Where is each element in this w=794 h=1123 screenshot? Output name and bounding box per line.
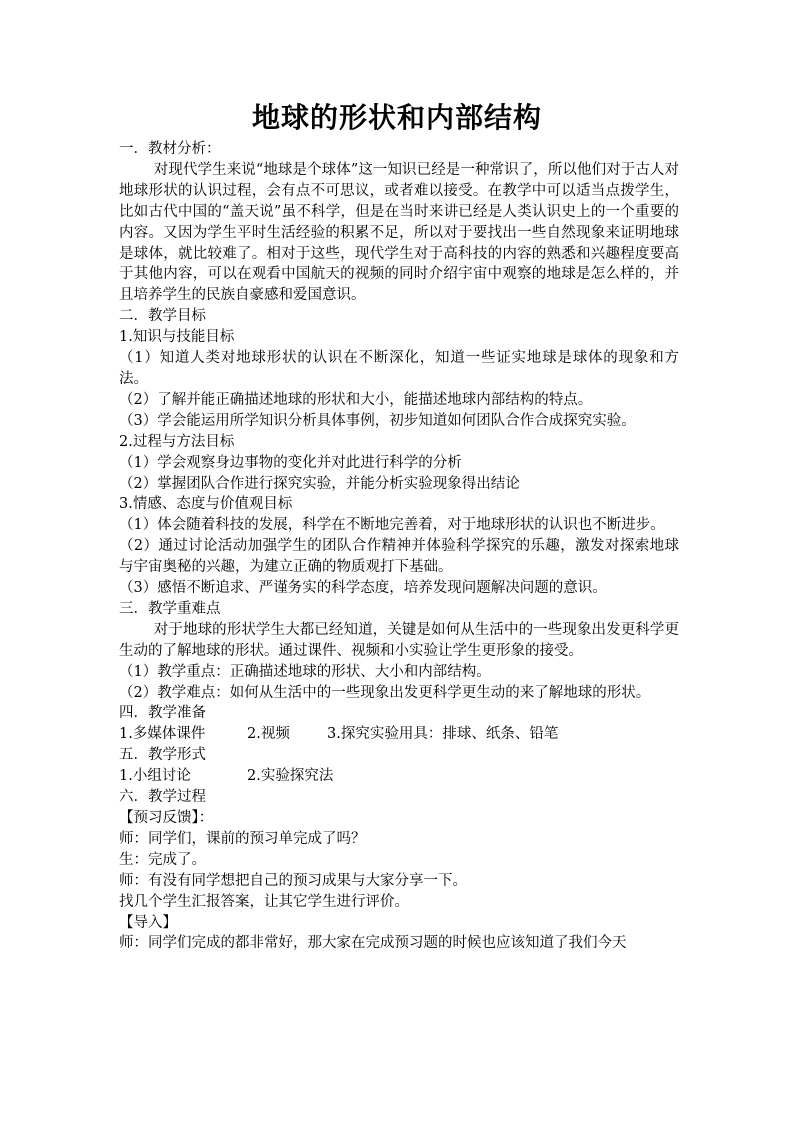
- list-item: 3.探究实验用具：排球、纸条、铅笔: [327, 726, 559, 743]
- dialogue-line: 生：完成了。: [119, 851, 206, 868]
- dialogue-line: 师：有没有同学想把自己的预习成果与大家分享一下。: [119, 872, 467, 889]
- list-item: （1）知道人类对地球形状的认识在不断深化，知道一些证实地球是球体的现象和方法。: [119, 350, 679, 387]
- dialogue-line: 找几个学生汇报答案，让其它学生进行评价。: [119, 893, 409, 910]
- list-item: 2.实验探究法: [247, 768, 334, 785]
- list-item: （2）掌握团队合作进行探究实验，并能分析实验现象得出结论: [119, 475, 520, 492]
- document-body: [119, 139, 679, 954]
- list-item: （1）教学重点：正确描述地球的形状、大小和内部结构。: [119, 663, 491, 680]
- dialogue-line: 师：同学们，课前的预习单完成了吗？: [119, 830, 366, 847]
- section-heading: 六．教学过程: [119, 789, 206, 806]
- section-heading: 一．教材分析：: [119, 141, 221, 157]
- document-title: 地球的形状和内部结构: [251, 101, 542, 134]
- list-item: （2）通过讨论活动加强学生的团队合作精神并体验科学探究的乐趣，激发对探索地球与宇宙奥秘的兴趣，为建立正确的物质观打下基础。: [119, 538, 679, 576]
- dialogue-line: 师：同学们完成的都非常好，那大家在完成预习题的时候也应该知道了我们今天: [119, 935, 627, 952]
- list-item: 2.视频: [247, 726, 290, 743]
- list-item: （1）体会随着科技的发展，科学在不断地完善着，对于地球形状的认识也不断进步。: [119, 517, 665, 534]
- list-item: （1）学会观察身边事物的变化并对此进行科学的分析: [119, 454, 462, 471]
- sub-heading: 【预习反馈】：: [119, 810, 214, 826]
- list-item: 1.多媒体课件: [119, 726, 206, 743]
- sub-heading: 【导入】: [119, 914, 177, 931]
- sub-heading: 1.知识与技能目标: [119, 329, 235, 346]
- sub-heading: 3.情感、态度与价值观目标: [119, 496, 293, 513]
- list-item: （3）感悟不断追求、严谨务实的科学态度，培养发现问题解决问题的意识。: [119, 580, 607, 597]
- prep-items-row: [119, 724, 679, 745]
- section-heading: 五．教学形式: [119, 747, 206, 764]
- section-heading: 四．教学准备: [119, 705, 206, 722]
- list-item: （2）了解并能正确描述地球的形状和大小，能描述地球内部结构的特点。: [119, 391, 593, 408]
- list-item: （3）学会能运用所学知识分析具体事例，初步知道如何团队合作合成探究实验。: [119, 412, 636, 429]
- sub-heading: 2.过程与方法目标: [119, 433, 235, 450]
- form-items-row: [119, 766, 679, 787]
- list-item: （2）教学难点：如何从生活中的一些现象出发更科学更生动的来了解地球的形状。: [119, 684, 651, 701]
- paragraph: 对现代学生来说“地球是个球体”这一知识已经是一种常识了，所以他们对于古人对地球形状的认识过程，会有点不可思议，或者难以接受。在教学中可以适当点拨学生，比如古代中国的“盖天说”虽不科学，但是在当时来讲已经是人类认识史上的一个重要的内容。又因为学生平时生活经验的积累不足，所以对于要找出一些自然现象来证明地球是球体，就比较难了。相对于这些，现代学生对于高科技的内容的熟悉和兴趣程度要高于其他内容，可以在观看中国航天的视频的同时介绍宇宙中观察的地球是怎么样的，并且培养学生的民族自豪感和爱国意识。: [119, 161, 679, 304]
- paragraph: 对于地球的形状学生大都已经知道，关键是如何从生活中的一些现象出发更科学更生动的了解地球的形状。通过课件、视频和小实验让学生更形象的接受。: [119, 621, 679, 659]
- list-item: 1.小组讨论: [119, 768, 191, 785]
- section-heading: 二．教学目标: [119, 308, 206, 325]
- section-heading: 三．教学重难点: [119, 600, 221, 617]
